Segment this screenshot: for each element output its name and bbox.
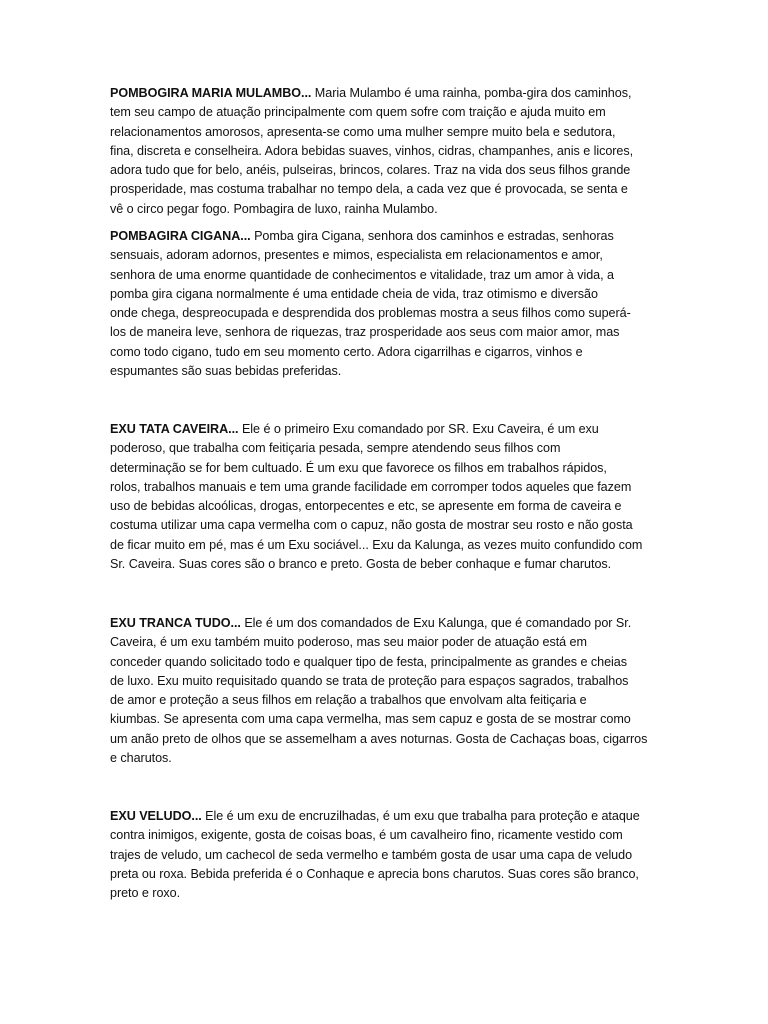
entry-line <box>110 84 662 103</box>
entry-exu-tata-caveira <box>110 420 662 574</box>
entry-line: onde chega, despreocupada e desprendida dos problemas mostra a seus filhos como superá- <box>110 306 631 321</box>
entry-heading: EXU VELUDO... <box>110 809 202 823</box>
entry-line: conceder quando solicitado todo e qualquer tipo de festa, principalmente as grandes e cheias <box>110 654 627 669</box>
entry-line: um anão preto de olhos que se assemelham a aves noturnas. Gosta de Cachaças boas, cigarros <box>110 731 648 746</box>
entry-line: tem seu campo de atuação principalmente com quem sofre com traição e ajuda muito em <box>110 105 606 120</box>
entry-line: e charutos. <box>110 751 172 766</box>
entry-heading: EXU TATA CAVEIRA... <box>110 422 239 436</box>
entry-line: poderoso, que trabalha com feitiçaria pesada, sempre atendendo seus filhos com <box>110 441 561 456</box>
entry-line: Caveira, é um exu também muito poderoso, mas seu maior poder de atuação está em <box>110 635 587 650</box>
entry-line: costuma utilizar uma capa vermelha com o capuz, não gosta de mostrar seu rosto e não gosta <box>110 518 633 533</box>
entry-line: kiumbas. Se apresenta com uma capa vermelha, mas sem capuz e gosta de se mostrar como <box>110 712 631 727</box>
entry-line: vê o circo pegar fogo. Pombagira de luxo, rainha Mulambo. <box>110 201 438 216</box>
entry-line: los de maneira leve, senhora de riquezas, traz prosperidade aos seus com maior amor, mas <box>110 325 620 340</box>
entry-line: de luxo. Exu muito requisitado quando se trata de proteção para espaços sagrados, trabalhos <box>110 673 629 688</box>
entry-text: Ele é um dos comandados de Exu Kalunga, que é comandado por Sr. <box>240 616 632 630</box>
entry-line: de ficar muito em pé, mas é um Exu sociável... Exu da Kalunga, as vezes muito confundido com <box>110 537 643 552</box>
entry-line: trajes de veludo, um cachecol de seda vermelho e também gosta de usar uma capa de veludo <box>110 847 633 862</box>
entry-line: contra inimigos, exigente, gosta de coisas boas, é um cavalheiro fino, ricamente vestido com <box>110 828 623 843</box>
entry-line <box>110 227 662 246</box>
entry-line: adora tudo que for belo, anéis, pulseiras, brincos, colares. Traz na vida dos seus filhos grande <box>110 163 631 178</box>
entry-pombagira-cigana <box>110 227 662 381</box>
entry-line: Sr. Caveira. Suas cores são o branco e preto. Gosta de beber conhaque e fumar charutos. <box>110 557 612 572</box>
entry-line: pomba gira cigana normalmente é uma entidade cheia de vida, traz otimismo e diversão <box>110 286 598 301</box>
entry-line: espumantes são suas bebidas preferidas. <box>110 364 342 379</box>
entry-line: preta ou roxa. Bebida preferida é o Conhaque e aprecia bons charutos. Suas cores são branco, <box>110 866 639 881</box>
entry-line: de amor e proteção a seus filhos em relação a trabalhos que envolvam alta feitiçaria e <box>110 693 587 708</box>
entry-exu-veludo <box>110 807 662 903</box>
entry-heading: EXU TRANCA TUDO... <box>110 616 241 630</box>
entry-text: Ele é um exu de encruzilhadas, é um exu que trabalha para proteção e ataque <box>201 809 640 823</box>
entry-line: rolos, trabalhos manuais e tem uma grande facilidade em corromper todos aqueles que fazem <box>110 479 632 494</box>
entry-pombogira-maria-mulambo <box>110 84 662 219</box>
entry-line: uso de bebidas alcoólicas, drogas, entorpecentes e etc, se apresente em forma de caveira e <box>110 499 622 514</box>
entry-line <box>110 614 662 633</box>
entry-text: Maria Mulambo é uma rainha, pomba-gira dos caminhos, <box>311 86 632 100</box>
entry-line <box>110 807 662 826</box>
entry-exu-tranca-tudo <box>110 614 662 768</box>
entry-line: fina, discreta e conselheira. Adora bebidas suaves, vinhos, cidras, champanhes, anis e licores, <box>110 143 634 158</box>
entry-line: relacionamentos amorosos, apresenta-se como uma mulher sempre muito bela e sedutora, <box>110 124 616 139</box>
entry-heading: POMBAGIRA CIGANA... <box>110 229 251 243</box>
entry-line <box>110 420 662 439</box>
entry-line: senhora de uma enorme quantidade de conhecimentos e vitalidade, traz um amor à vida, a <box>110 267 614 282</box>
entry-line: preto e roxo. <box>110 886 181 901</box>
entry-heading: POMBOGIRA MARIA MULAMBO... <box>110 86 312 100</box>
entry-line: como todo cigano, tudo em seu momento certo. Adora cigarrilhas e cigarros, vinhos e <box>110 344 583 359</box>
entry-line: determinação se for bem cultuado. É um exu que favorece os filhos em trabalhos rápidos, <box>110 460 607 475</box>
entry-line: sensuais, adoram adornos, presentes e mimos, especialista em relacionamentos e amor, <box>110 248 603 263</box>
entry-line: prosperidade, mas costuma trabalhar no tempo dela, a cada vez que é provocada, se senta e <box>110 182 628 197</box>
entry-text: Ele é o primeiro Exu comandado por SR. Exu Caveira, é um exu <box>238 422 599 436</box>
entry-text: Pomba gira Cigana, senhora dos caminhos e estradas, senhoras <box>250 229 614 243</box>
